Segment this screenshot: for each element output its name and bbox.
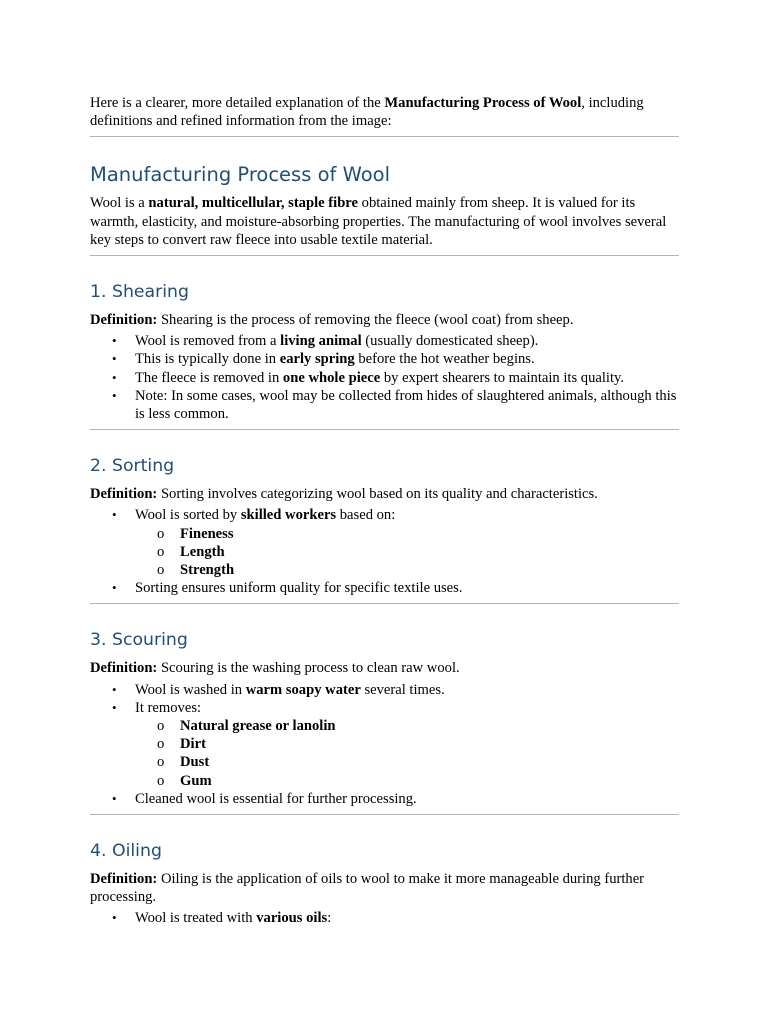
sub-list-item: o Dust [157, 754, 210, 771]
sub-list-item: o Strength [157, 562, 235, 579]
list-item: • Wool is washed in warm soapy water several times. [112, 681, 445, 698]
sorting-criteria-list [135, 525, 679, 580]
scouring-removes-list [135, 717, 679, 790]
list-item: • It removes: o Natural grease or lanolin o Dirt o Dust o Gum [90, 699, 679, 790]
list-item: • The fleece is removed in one whole piece by expert shearers to maintain its quality. [112, 369, 625, 386]
section-heading-scouring: 3. Scouring [90, 630, 188, 651]
page-title: Manufacturing Process of Wool [90, 163, 390, 187]
list-item: • Wool is treated with various oils: [112, 910, 332, 927]
sub-list-item: o Dirt [157, 736, 206, 753]
list-item: • Note: In some cases, wool may be collected from hides of slaughtered animals, although this is less common. [112, 387, 677, 423]
divider [90, 814, 679, 815]
list-item: • This is typically done in early spring before the hot weather begins. [112, 351, 535, 368]
intro-paragraph: Here is a clearer, more detailed explanation of the Manufacturing Process of Wool, including definitions and refined information from the image: [90, 95, 644, 130]
sub-list-item: o Fineness [157, 525, 234, 542]
definition-oiling: Definition: Oiling is the application of oils to wool to make it more manageable during further processing. [90, 871, 645, 906]
divider [90, 255, 679, 256]
sub-list-item: o Natural grease or lanolin [157, 718, 336, 735]
section-heading-shearing: 1. Shearing [90, 282, 189, 303]
oiling-list [90, 909, 679, 927]
list-item: • Wool is sorted by skilled workers based on: o Fineness o Length o Strength [90, 506, 679, 579]
document-content [90, 94, 679, 928]
sub-list-item: o Length [157, 543, 225, 560]
definition-scouring: Definition: Scouring is the washing process to clean raw wool. [90, 660, 460, 677]
list-item: • Sorting ensures uniform quality for specific textile uses. [112, 580, 463, 597]
definition-sorting: Definition: Sorting involves categorizing wool based on its quality and characteristics. [90, 486, 598, 503]
list-item: • Cleaned wool is essential for further processing. [112, 790, 417, 807]
shearing-list [90, 332, 679, 423]
definition-shearing: Definition: Shearing is the process of removing the fleece (wool coat) from sheep. [90, 312, 574, 329]
section-heading-oiling: 4. Oiling [90, 841, 162, 862]
divider [90, 603, 679, 604]
scouring-list [90, 681, 679, 808]
divider [90, 429, 679, 430]
sub-list-item: o Gum [157, 772, 212, 789]
divider [90, 136, 679, 137]
sorting-list [90, 506, 679, 597]
section-heading-sorting: 2. Sorting [90, 456, 175, 477]
overview-paragraph: Wool is a natural, multicellular, staple fibre obtained mainly from sheep. It is valued for its warmth, elasticity, and moisture-absorbing properties. The manufacturing of wool involves several key steps to convert raw fleece into usable textile material. [90, 195, 667, 248]
list-item: • Wool is removed from a living animal (usually domesticated sheep). [112, 333, 539, 350]
